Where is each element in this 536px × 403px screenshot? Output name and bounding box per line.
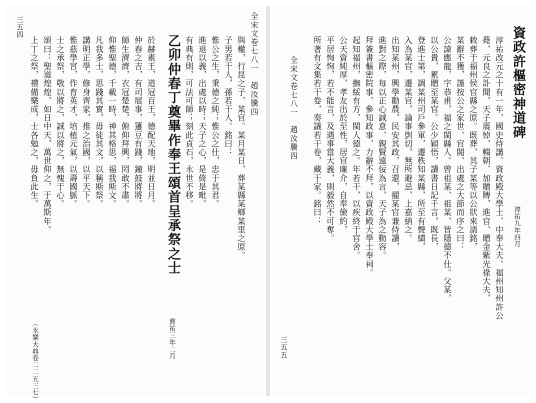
title-note: 淳祐九年四月 bbox=[513, 206, 521, 248]
text-column: 上丁之祭，禮備樂成，士各勉之，毋負此生。 bbox=[30, 36, 40, 208]
text-column: 以公貴，累贈至某官。公少穎悟，讀書日記千言，既長， bbox=[430, 36, 440, 251]
text-column: 士之承祭，敬以將之，誠以將之，無愧于心。 bbox=[56, 36, 66, 208]
running-header: 全宋文卷七八一 趙汝騰四 bbox=[289, 56, 299, 161]
book-gutter bbox=[266, 6, 270, 396]
text-column: 淳祐改元之十有一年，國史侍講、資政殿大學士、中奉大夫、福州知州許公 bbox=[495, 36, 505, 320]
text-column: 所著有文集若干卷，奏議若干卷，藏于家。銘曰： bbox=[313, 36, 323, 226]
article-title: 乙卯仲春丁奠畢作奉王頌首呈承祭之士 bbox=[165, 34, 180, 276]
text-column: 頌曰：聖道煌煌，如日中天，萬世仰之，于萬斯年。 bbox=[43, 36, 53, 234]
text-column: 惟茲學宮，作育英才，培植元氣，以壽國脈。 bbox=[69, 36, 79, 208]
text-column: 薨，元良之訃聞，天子震悼，輟朝、加贈賻，進官、贈金紫光祿大夫， bbox=[482, 36, 492, 303]
text-column: 進退以義，出處以時；天子之心，是倚是毗。 bbox=[198, 36, 208, 208]
text-column: 登進士第，調某州司戶參軍，遷秩知某縣，所至有聲績， bbox=[417, 36, 427, 251]
text-column: 拜簽書樞密院事，參知政事，力辭不拜，以資政殿大學士奉祠。 bbox=[365, 36, 375, 277]
text-column: 某辭不獲，謹按公之家世、官閥、出處之大節而序之曰： bbox=[456, 36, 466, 251]
source-note: （永樂大典卷二二五三七） bbox=[31, 320, 39, 403]
running-header: 全宋文卷七八一 趙汝騰四 bbox=[250, 12, 259, 117]
article-title: 資政許樞密神道碑 bbox=[510, 26, 525, 140]
text-column: 平居恂恂，若不能言，及遇事當大義，則毅然不可奪。 bbox=[326, 36, 336, 243]
text-column: 出知某州，興學勸農，民安其政，召還，擢某官兼侍讀， bbox=[391, 36, 401, 251]
text-column: 仲春之吉，有司展事，籩豆有踐，鐘鼓將將。 bbox=[134, 36, 144, 208]
text-column: 師生濟濟，衣冠楚楚，俯仰拜興，罔敢不肅。 bbox=[121, 36, 131, 208]
text-column: 起知福州，撫綏有方，閩人德之。年若干，以疾終于官舍。 bbox=[352, 36, 362, 260]
text-column: 進對之際，每以正心誠意、親賢遠佞為言，天子為之動容。 bbox=[378, 36, 388, 260]
text-column: 講明正學，修身齊家，推之治國，以平天下。 bbox=[82, 36, 92, 208]
text-column: 與權，行昆之子，某官。某月某日，葬某縣某鄉某里之原。 bbox=[237, 36, 247, 260]
text-column: 有典有則，可法可師；刻此貞石，永世不移。 bbox=[185, 36, 195, 208]
text-column: 子男若干人，孫若干人。銘曰： bbox=[224, 36, 234, 157]
text-column: 公天資純厚，孝友出於至性，居官廉介，自奉儉約， bbox=[339, 36, 349, 234]
text-column: 公諱應龍，字恭甫，福之閩縣人。曾祖某、祖某，皆隱德不仕。父某， bbox=[443, 36, 453, 303]
left-page bbox=[6, 6, 264, 403]
text-column: 敕葬于福州侯官縣之原。既葬，其子某等以公狀來請銘， bbox=[469, 36, 479, 251]
right-page bbox=[272, 6, 530, 396]
text-column: 入為某官，遷某官，論事剴切，無所避忌，上嘉納之。 bbox=[404, 36, 414, 243]
text-column: 仰惟聖德，千載一時，神其格思，福我斯文。 bbox=[108, 36, 118, 208]
text-column: 於赫素王，道冠百王，德配天地，明並日月。 bbox=[147, 36, 157, 208]
page-number: 三五五 bbox=[280, 336, 288, 359]
text-column: 惟公之生，秉德之純；惟公之仕，忠于其君。 bbox=[211, 36, 221, 208]
page-number: 三五四 bbox=[16, 16, 24, 39]
text-column: 凡我多士，思踐其實，毋徒其文，以稱斯祭。 bbox=[95, 36, 105, 208]
title-note: 寶祐三年二月 bbox=[168, 318, 176, 360]
